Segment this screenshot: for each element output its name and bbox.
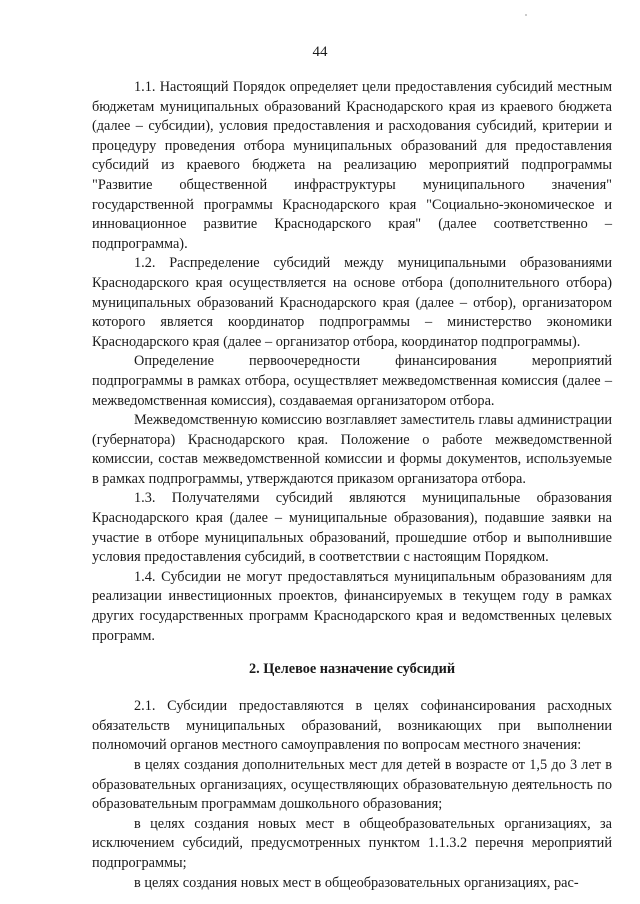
page-number: 44 [312, 44, 328, 60]
paragraph-preschool: в целях создания дополнительных мест для детей в возрасте от 1,5 до 3 лет в образовательных организациях, осуществляющих образовательную деятельность по образовательным программам дошкольного образования; [92, 757, 612, 813]
document-body [92, 78, 612, 893]
paragraph-new-places-cont: в целях создания новых мест в общеобразовательных организациях, рас- [134, 874, 579, 891]
paragraph-commission: Межведомственную комиссию возглавляет заместитель главы администрации (губернатора) Краснодарского края. Положение о работе межведомственной комиссии, состав межведомственной комиссии и формы документов, используемые в рамках подпрограммы, утверждаются приказом организатора отбора. [92, 412, 612, 487]
scan-dot [525, 14, 527, 16]
paragraph-1-1: 1.1. Настоящий Порядок определяет цели предоставления субсидий местным бюджетам муниципальных образований Краснодарского края из краевого бюджета (далее – субсидии), условия предоставления и расходования субсидий, критерии и процедуру проведения отбора муниципальных образований для предоставления субсидий из краевого бюджета на реализацию мероприятий подпрограммы "Развитие общественной инфраструктуры муниципального значения" государственной программы Краснодарского края "Социально-экономическое и инновационное развитие Краснодарского края" (далее соответственно – подпрограмма). [92, 79, 612, 252]
paragraph-new-places: в целях создания новых мест в общеобразовательных организациях, за исключением субсидий, предусмотренных пунктом 1.1.3.2 перечня мероприятий подпрограммы; [92, 815, 612, 871]
paragraph-2-1: 2.1. Субсидии предоставляются в целях софинансирования расходных обязательств муниципальных образований, возникающих при выполнении полномочий органов местного самоуправления по вопросам местного значения: [92, 698, 612, 754]
paragraph-1-3: 1.3. Получателями субсидий являются муниципальные образования Краснодарского края (далее – муниципальные образования), подавшие заявки на участие в отборе муниципальных образований, прошедшие отбор и выполнившие условия предоставления субсидий, в соответствии с настоящим Порядком. [92, 490, 612, 566]
paragraph-priority: Определение первоочередности финансирования мероприятий подпрограммы в рамках отбора, осуществляет межведомственная комиссия (далее – межведомственная комиссия), создаваемая организатором отбора. [92, 353, 612, 409]
paragraph-1-4: 1.4. Субсидии не могут предоставляться муниципальным образованиям для реализации инвестиционных проектов, финансируемых в текущем году в рамках других государственных программ Краснодарского края и ведомственных целевых программ. [92, 568, 612, 644]
section-heading: 2. Целевое назначение субсидий [248, 661, 456, 678]
paragraph-1-2: 1.2. Распределение субсидий между муниципальными образованиями Краснодарского края осуществляется на основе отбора (дополнительного отбора) муниципальных образований Краснодарского края (далее – отбор), организатором которого является координатор подпрограммы – министерство экономики Краснодарского края (далее – организатор отбора, координатор подпрограммы). [92, 255, 612, 350]
